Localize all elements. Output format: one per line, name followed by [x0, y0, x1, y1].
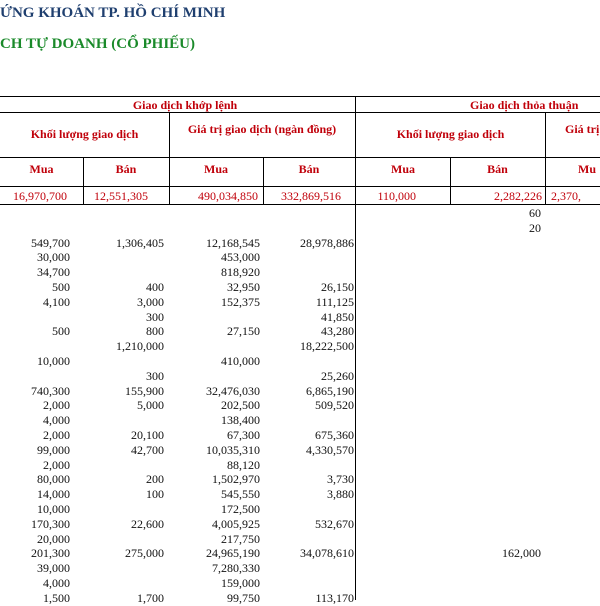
- table-cell: 217,750: [221, 531, 260, 546]
- report-title-line-1: ỨNG KHOÁN TP. HỒ CHÍ MINH: [0, 5, 226, 21]
- table-cell: 6,865,190: [306, 383, 354, 398]
- table-cell: 3,880: [327, 487, 354, 502]
- header-buy: Mu: [578, 162, 596, 176]
- header-value: Giá trị giao dịch (ngàn đồng): [187, 122, 337, 136]
- table-cell: 111,125: [315, 294, 354, 309]
- table-cell: 34,078,610: [300, 546, 354, 561]
- table-cell: 152,375: [221, 294, 260, 309]
- table-cell: 1,700: [137, 590, 164, 605]
- table-cell: 67,300: [227, 428, 260, 442]
- table-cell: 1,306,405: [116, 235, 164, 250]
- table-cell: 20: [529, 220, 541, 235]
- table-cell: 100: [146, 487, 164, 502]
- table-cell: 10,000: [37, 354, 70, 368]
- table-cell: 30,000: [37, 250, 70, 265]
- table-cell: 509,520: [315, 398, 354, 413]
- table-cell: 4,000: [43, 576, 70, 590]
- header-volume: Khối lượng giao dịch: [30, 127, 139, 141]
- table-cell: 2,000: [43, 428, 70, 442]
- table-cell: 3,730: [327, 472, 354, 487]
- header-buy: Mua: [391, 162, 415, 176]
- report-title-line-2: CH TỰ DOANH (CỔ PHIẾU): [0, 36, 195, 52]
- table-cell: 453,000: [221, 250, 260, 265]
- header-sell: Bán: [298, 162, 320, 176]
- header-buy: Mua: [204, 162, 228, 176]
- table-cell: 113,170: [315, 590, 354, 605]
- table-cell: 300: [146, 309, 164, 324]
- table-cell: 159,000: [221, 576, 260, 590]
- table-cell: 275,000: [125, 546, 164, 561]
- table-cell: 500: [52, 324, 70, 339]
- table-cell: 99,000: [37, 442, 70, 457]
- table-cell: 60: [529, 206, 541, 220]
- table-cell: 1,502,970: [212, 472, 260, 487]
- table-cell: 155,900: [125, 383, 164, 398]
- table-cell: 500: [52, 280, 70, 294]
- header-sell: Bán: [487, 162, 508, 176]
- table-cell: 2,000: [43, 398, 70, 413]
- table-cell: 1,210,000: [116, 339, 164, 354]
- table-cell: 201,300: [31, 546, 70, 561]
- totals-divider: [0, 204, 600, 205]
- table-cell: 18,222,500: [300, 339, 354, 354]
- table-cell: 80,000: [37, 472, 70, 487]
- total-cell: 12,551,305: [94, 189, 148, 203]
- table-cell: 300: [146, 368, 164, 383]
- table-cell: 3,000: [137, 294, 164, 309]
- total-cell: 2,282,226: [494, 189, 542, 203]
- total-cell: 332,869,516: [281, 189, 341, 203]
- table-cell: 4,000: [43, 413, 70, 428]
- table-cell: 202,500: [221, 398, 260, 413]
- table-cell: 675,360: [315, 428, 354, 442]
- table-cell: 170,300: [31, 516, 70, 531]
- table-cell: 25,260: [321, 368, 354, 383]
- header-value-negotiated: Giá trị: [565, 122, 600, 136]
- table-cell: 410,000: [221, 354, 260, 368]
- table-cell: 5,000: [137, 398, 164, 413]
- header-sell: Bán: [115, 162, 137, 176]
- header-divider: [0, 186, 600, 187]
- table-cell: 200: [146, 472, 164, 487]
- table-cell: 12,168,545: [206, 235, 260, 250]
- header-divider: [0, 157, 600, 158]
- table-cell: 7,280,330: [212, 561, 260, 576]
- table-cell: 22,600: [131, 516, 164, 531]
- table-cell: 800: [146, 324, 164, 339]
- table-cell: 4,100: [43, 294, 70, 309]
- header-buy: Mua: [29, 162, 54, 176]
- table-cell: 20,000: [37, 531, 70, 546]
- table-cell: 2,000: [43, 457, 70, 472]
- header-negotiated-trades: Giao dịch thỏa thuận: [470, 98, 579, 112]
- table-top-border: [0, 96, 600, 97]
- table-cell: 20,100: [131, 428, 164, 442]
- table-cell: 32,476,030: [206, 383, 260, 398]
- table-cell: 43,280: [321, 324, 354, 339]
- total-cell: 16,970,700: [13, 189, 67, 203]
- table-cell: 28,978,886: [300, 235, 354, 250]
- table-cell: 32,950: [227, 280, 260, 294]
- header-volume-negotiated: Khối lượng giao dịch: [396, 127, 505, 141]
- table-cell: 27,150: [227, 324, 260, 339]
- total-cell: 2,370,: [551, 189, 581, 203]
- table-cell: 10,035,310: [206, 442, 260, 457]
- table-cell: 400: [146, 280, 164, 294]
- table-cell: 88,120: [227, 457, 260, 472]
- table-cell: 41,850: [321, 309, 354, 324]
- table-cell: 740,300: [31, 383, 70, 398]
- table-cell: 10,000: [37, 502, 70, 516]
- table-cell: 42,700: [131, 442, 164, 457]
- table-cell: 26,150: [321, 280, 354, 294]
- table-cell: 4,005,925: [212, 516, 260, 531]
- table-cell: 1,500: [43, 590, 70, 605]
- header-matched-trades: Giao dịch khớp lệnh: [132, 98, 238, 112]
- table-cell: 14,000: [37, 487, 70, 502]
- total-cell: 110,000: [377, 189, 416, 203]
- table-cell: 39,000: [37, 561, 70, 576]
- table-cell: 138,400: [221, 413, 260, 428]
- table-cell: 4,330,570: [306, 442, 354, 457]
- table-cell: 818,920: [221, 265, 260, 280]
- table-cell: 172,500: [221, 502, 260, 516]
- table-cell: 24,965,190: [206, 546, 260, 561]
- table-cell: 99,750: [227, 590, 260, 605]
- table-cell: 549,700: [31, 235, 70, 250]
- total-cell: 490,034,850: [198, 189, 258, 203]
- table-cell: 545,550: [221, 487, 260, 502]
- table-cell: 532,670: [315, 516, 354, 531]
- table-cell: 34,700: [37, 265, 70, 280]
- table-cell: 162,000: [502, 546, 541, 561]
